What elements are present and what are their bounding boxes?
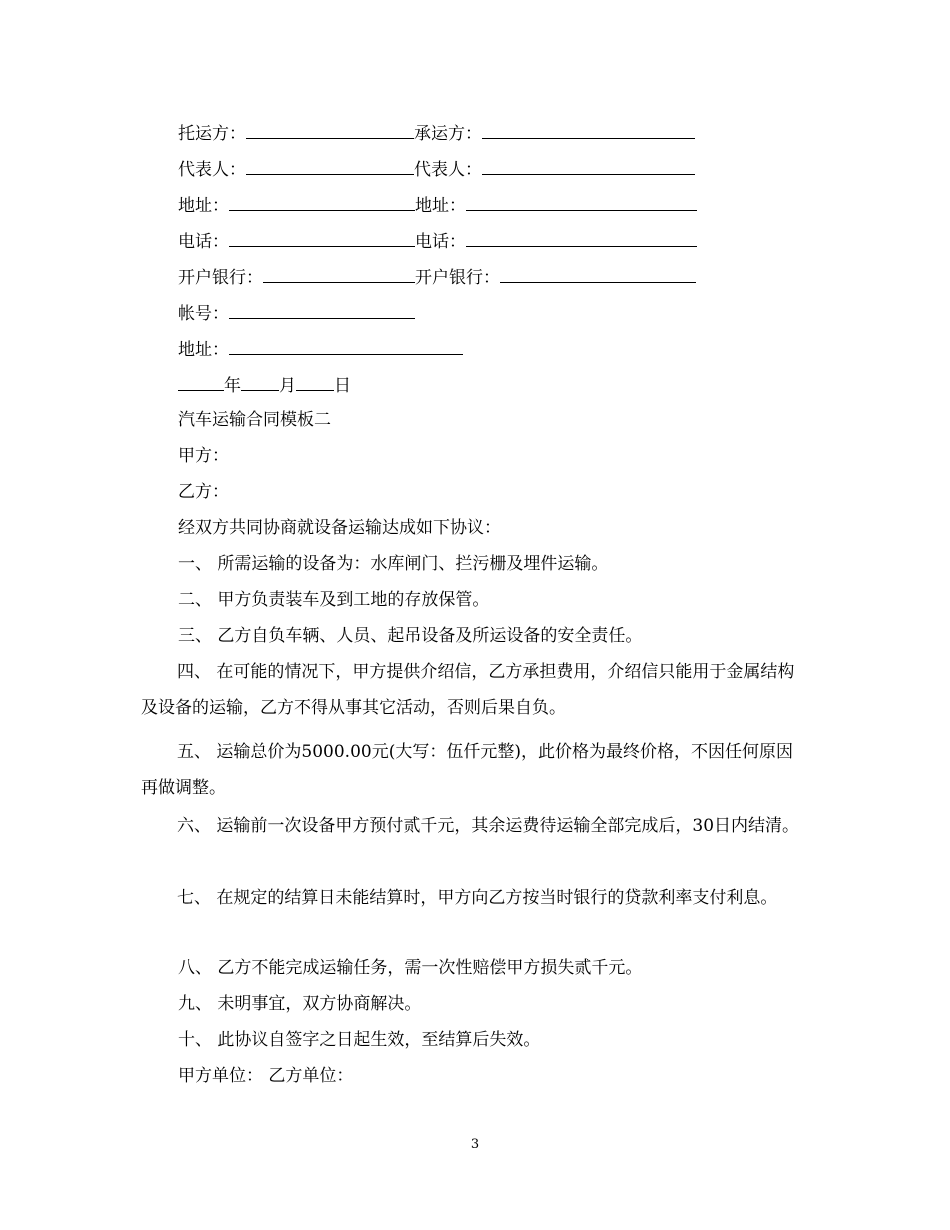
intro-text: 经双方共同协商就设备运输达成如下协议： [178, 518, 501, 538]
carrier-blank [482, 121, 695, 139]
bank-blank-b [500, 265, 696, 283]
month-blank [241, 373, 279, 391]
day-label: 日 [334, 376, 351, 396]
party-a: 甲方： [178, 446, 229, 466]
phone-blank-b [466, 229, 697, 247]
address-blank-b [466, 193, 697, 211]
representative-label-a: 代表人： [178, 160, 246, 180]
clause-4: 四、 在可能的情况下，甲方提供介绍信，乙方承担费用，介绍信只能用于金属结构及设备的运输，乙方不得从事其它活动，否则后果自负。 [141, 662, 795, 718]
bank-row [178, 265, 696, 289]
page-number: 3 [470, 1137, 480, 1152]
phone-label-b: 电话： [415, 232, 466, 252]
address-blank-a [229, 193, 415, 211]
representative-label-b: 代表人： [414, 160, 482, 180]
shipper-blank [246, 121, 414, 139]
template-title: 汽车运输合同模板二 [178, 410, 331, 430]
address-row [178, 193, 697, 217]
bank-blank-a [263, 265, 415, 283]
phone-label-a: 电话： [178, 232, 229, 252]
clause-2: 二、 甲方负责装车及到工地的存放保管。 [178, 590, 490, 610]
signature-line: 甲方单位： 乙方单位： [178, 1066, 354, 1086]
clause-10: 十、 此协议自签字之日起生效，至结算后失效。 [178, 1030, 541, 1050]
clause-1: 一、 所需运输的设备为：水库闸门、拦污栅及埋件运输。 [178, 554, 609, 574]
shipper-row [178, 121, 695, 145]
clause-6: 六、 运输前一次设备甲方预付贰千元，其余运费待运输全部完成后，30日内结清。 [177, 816, 800, 836]
account-blank [229, 301, 415, 319]
carrier-label: 承运方： [414, 124, 482, 144]
representative-blank-b [482, 157, 695, 175]
year-label: 年 [224, 376, 241, 396]
address-row-2 [178, 337, 463, 361]
representative-row [178, 157, 695, 181]
address-label-b: 地址： [415, 196, 466, 216]
date-row [178, 373, 351, 397]
month-label: 月 [279, 376, 296, 396]
address-label-a: 地址： [178, 196, 229, 216]
bank-label-a: 开户银行： [178, 268, 263, 288]
representative-blank-a [246, 157, 414, 175]
year-blank [178, 373, 224, 391]
clause-7: 七、 在规定的结算日未能结算时，甲方向乙方按当时银行的贷款利率支付利息。 [177, 888, 778, 908]
phone-blank-a [229, 229, 415, 247]
clause-5: 五、 运输总价为5000.00元(大写：伍仟元整)，此价格为最终价格，不因任何原因再做调整。 [141, 742, 793, 798]
clause-8: 八、 乙方不能完成运输任务，需一次性赔偿甲方损失贰千元。 [178, 958, 643, 978]
account-label: 帐号： [178, 304, 229, 324]
clause-3: 三、 乙方自负车辆、人员、起吊设备及所运设备的安全责任。 [178, 626, 643, 646]
account-row [178, 301, 415, 325]
address-blank-c [229, 337, 463, 355]
day-blank [296, 373, 334, 391]
phone-row [178, 229, 697, 253]
shipper-label: 托运方： [178, 124, 246, 144]
clause-9: 九、 未明事宜，双方协商解决。 [178, 994, 422, 1014]
bank-label-b: 开户银行： [415, 268, 500, 288]
party-b: 乙方： [178, 482, 229, 502]
address-label-c: 地址： [178, 340, 229, 360]
